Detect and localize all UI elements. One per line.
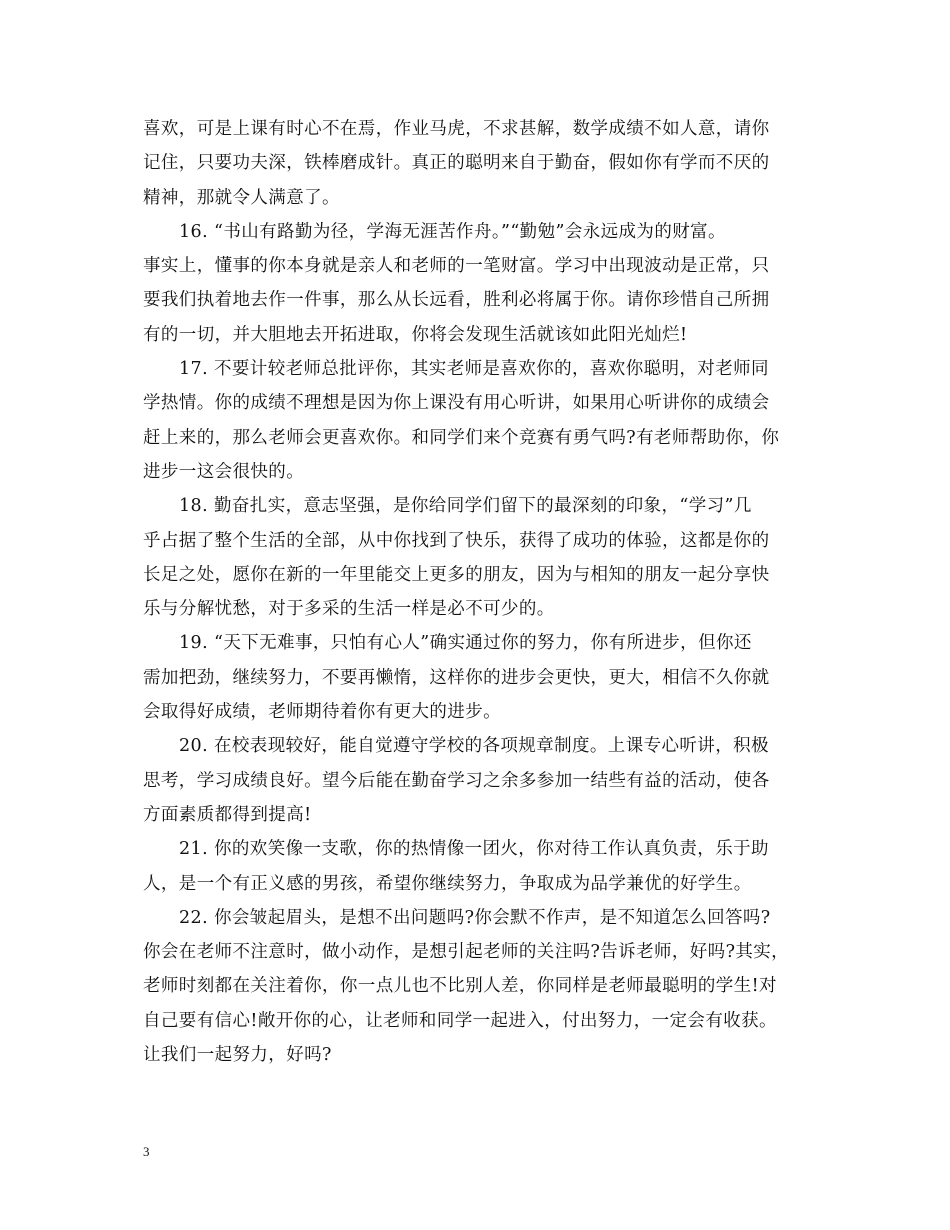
- text-line: 要我们执着地去作一件事，那么从长远看，胜利必将属于你。请你珍惜自己所拥: [143, 290, 770, 311]
- text-line: 自己要有信心!敞开你的心，让老师和同学一起进入，付出努力，一定会有收获。: [143, 1010, 777, 1031]
- paragraph-20: [143, 729, 823, 832]
- text-line: 17. 不要计较老师总批评你，其实老师是喜欢你的，喜欢你聪明，对老师同: [179, 359, 769, 380]
- text-line: 事实上，懂事的你本身就是亲人和老师的一笔财富。学习中出现波动是正常，只: [143, 256, 770, 277]
- paragraph-18: [143, 489, 823, 626]
- text-line: 人，是一个有正义感的男孩，希望你继续努力，争取成为品学兼优的好学生。: [143, 873, 752, 894]
- text-line: 22. 你会皱起眉头，是想不出问题吗?你会默不作声，是不知道怎么回答吗?: [179, 907, 771, 928]
- paragraph-22: [143, 901, 823, 1072]
- text-line: 19. “天下无难事，只怕有心人”确实通过你的努力，你有所进步，但你还: [179, 633, 752, 654]
- paragraph-19: [143, 626, 823, 729]
- text-line: 需加把劲，继续努力，不要再懒惰，这样你的进步会更快，更大，相信不久你就: [143, 667, 770, 688]
- text-line: 思考，学习成绩良好。望今后能在勤奋学习之余多参加一结些有益的活动，使各: [143, 770, 770, 791]
- text-line: 进步一这会很快的。: [143, 461, 305, 482]
- text-line: 你会在老师不注意时，做小动作，是想引起老师的关注吗?告诉老师，好吗?其实，: [143, 942, 790, 963]
- text-line: 乐与分解忧愁，对于多采的生活一样是必不可少的。: [143, 599, 555, 620]
- text-line: 长足之处，愿你在新的一年里能交上更多的朋友，因为与相知的朋友一起分享快: [143, 564, 770, 585]
- text-line: 老师时刻都在关注着你，你一点儿也不比别人差，你同样是老师最聪明的学生!对: [143, 976, 777, 997]
- document-body: [143, 112, 823, 1072]
- text-line: 记住，只要功夫深，铁棒磨成针。真正的聪明来自于勤奋，假如你有学而不厌的: [143, 153, 770, 174]
- text-line: 21. 你的欢笑像一支歌，你的热情像一团火，你对待工作认真负责，乐于助: [179, 839, 769, 860]
- text-line: 精神，那就令人满意了。: [143, 187, 340, 208]
- paragraph-21: [143, 832, 823, 901]
- text-line: 喜欢，可是上课有时心不在焉，作业马虎，不求甚解，数学成绩不如人意，请你: [143, 119, 770, 139]
- text-line: 赶上来的，那么老师会更喜欢你。和同学们来个竞赛有勇气吗?有老师帮助你，你: [143, 427, 780, 448]
- text-line: 16. “书山有路勤为径，学海无涯苦作舟。”“勤勉”会永远成为的财富。: [179, 221, 726, 242]
- paragraph-17: [143, 352, 823, 489]
- text-line: 让我们一起努力，好吗?: [143, 1045, 332, 1066]
- text-line: 20. 在校表现较好，能自觉遵守学校的各项规章制度。上课专心听讲，积极: [179, 736, 769, 757]
- page-number: 3: [143, 1144, 150, 1159]
- text-line: 乎占据了整个生活的全部，从中你找到了快乐，获得了成功的体验，这都是你的: [143, 530, 770, 551]
- text-line: 有的一切，并大胆地去开拓进取，你将会发现生活就该如此阳光灿烂!: [143, 324, 688, 345]
- paragraph-15-continued: [143, 112, 823, 215]
- text-line: 学热情。你的成绩不理想是因为你上课没有用心听讲，如果用心听讲你的成绩会: [143, 393, 770, 414]
- text-line: 方面素质都得到提高!: [143, 804, 312, 825]
- text-line: 18. 勤奋扎实，意志坚强，是你给同学们留下的最深刻的印象，“学习”几: [179, 496, 752, 517]
- text-line: 会取得好成绩，老师期待着你有更大的进步。: [143, 702, 501, 723]
- paragraph-16: [143, 215, 823, 352]
